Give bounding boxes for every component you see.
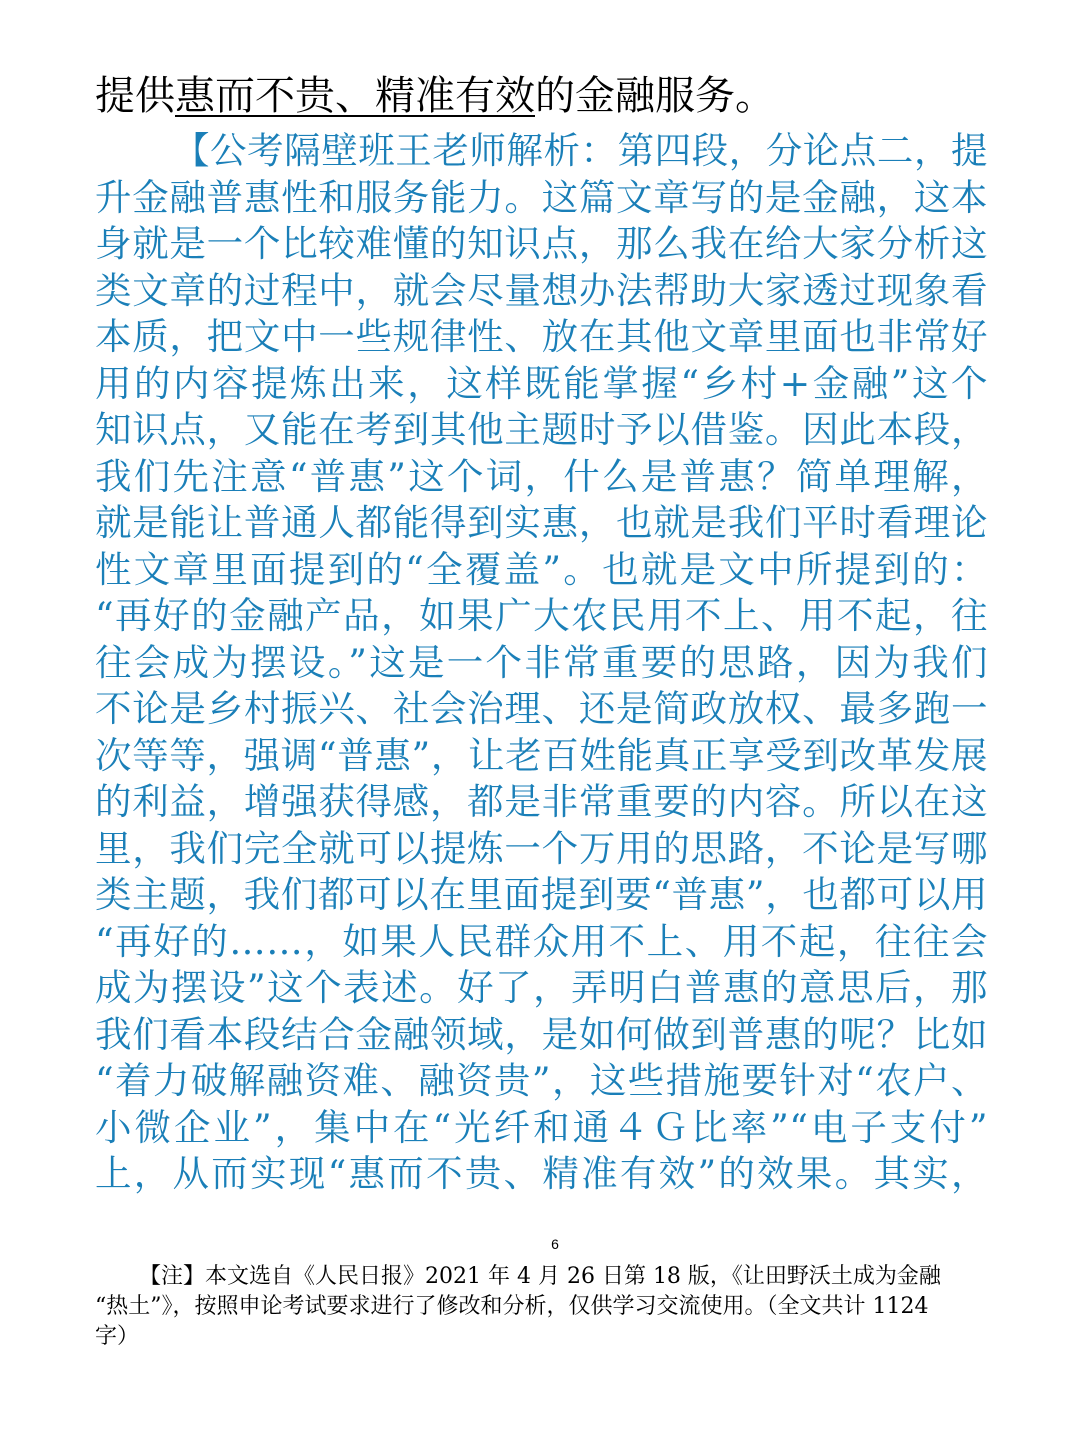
analysis-line: 用的内容提炼出来，这样既能掌握“乡村+金融”这个 <box>95 361 988 405</box>
first-line-prefix: 提供 <box>95 73 175 119</box>
analysis-line: 升金融普惠性和服务能力。这篇文章写的是金融，这本 <box>95 175 988 219</box>
analysis-line: 本质，把文中一些规律性、放在其他文章里面也非常好 <box>95 315 988 358</box>
analysis-line: 就是能让普通人都能得到实惠，也就是我们平时看理论 <box>95 501 988 544</box>
first-line-underlined: 惠而不贵、精准有效 <box>175 73 535 119</box>
analysis-line: “再好的……，如果人民群众用不上、用不起，往往会 <box>95 919 988 963</box>
analysis-line: 类文章的过程中，就会尽量想办法帮助大家透过现象看 <box>95 268 988 312</box>
analysis-line: 我们先注意“普惠”这个词，什么是普惠？简单理解， <box>95 454 988 498</box>
analysis-line: 身就是一个比较难懂的知识点，那么我在给大家分析这 <box>95 222 988 265</box>
first-line-suffix: 的金融服务。 <box>535 73 775 119</box>
analysis-line: 我们看本段结合金融领域，是如何做到普惠的呢？比如 <box>95 1012 988 1056</box>
analysis-line: 性文章里面提到的“全覆盖”。也就是文中所提到的： <box>95 547 988 591</box>
analysis-line: 知识点，又能在考到其他主题时予以借鉴。因此本段， <box>95 408 988 451</box>
analysis-line: 成为摆设”这个表述。好了，弄明白普惠的意思后，那 <box>95 966 988 1009</box>
first-line <box>95 66 995 126</box>
analysis-line: 上，从而实现“惠而不贵、精准有效”的效果。其实， <box>95 1152 988 1195</box>
analysis-line: 次等等，强调“普惠”，让老百姓能真正享受到改革发展 <box>95 733 988 777</box>
analysis-line: 里，我们完全就可以提炼一个万用的思路，不论是写哪 <box>95 826 988 870</box>
source-note <box>95 1262 988 1352</box>
note-line: 字） <box>95 1324 140 1349</box>
analysis-line: 不论是乡村振兴、社会治理、还是简政放权、最多跑一 <box>95 687 988 730</box>
analysis-line: 的利益，增强获得感，都是非常重要的内容。所以在这 <box>95 780 988 823</box>
note-line: “热土”》，按照申论考试要求进行了修改和分析，仅供学习交流使用。（全文共计 1124 <box>95 1294 929 1319</box>
analysis-line: 小微企业”，集中在“光纤和通４Ｇ比率”“电子支付” <box>95 1105 988 1149</box>
analysis-line: 【公考隔壁班王老师解析：第四段，分论点二，提 <box>173 129 988 172</box>
note-line: 【注】本文选自《人民日报》2021 年 4 月 26 日第 18 版，《让田野沃土成为金融 <box>139 1264 941 1289</box>
analysis-line: 类主题，我们都可以在里面提到要“普惠”，也都可以用 <box>95 873 988 916</box>
page-number: 6 <box>551 1236 559 1252</box>
analysis-paragraph <box>95 128 988 1198</box>
analysis-line: 往会成为摆设。”这是一个非常重要的思路，因为我们 <box>95 640 988 684</box>
analysis-line: “再好的金融产品，如果广大农民用不上、用不起，往 <box>95 594 988 637</box>
analysis-line: “着力破解融资难、融资贵”，这些措施要针对“农户、 <box>95 1059 988 1102</box>
